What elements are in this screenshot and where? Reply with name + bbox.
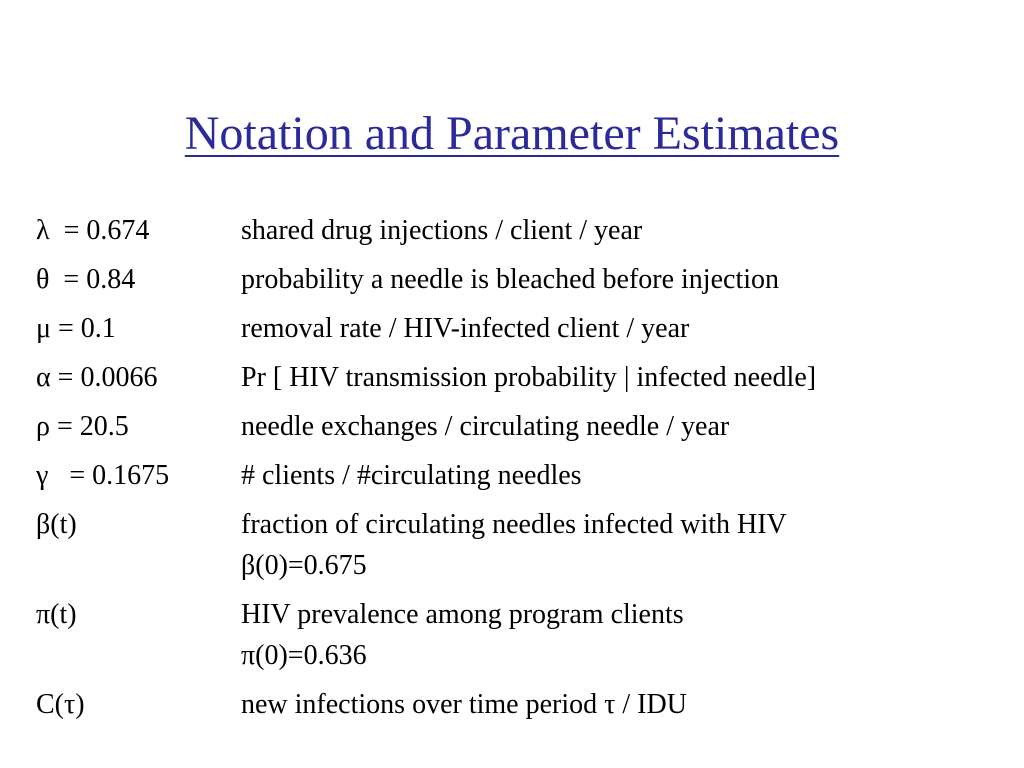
slide-title: Notation and Parameter Estimates bbox=[184, 107, 840, 160]
parameter-row-rho bbox=[36, 406, 996, 455]
parameter-symbol: μ = 0.1 bbox=[36, 313, 116, 344]
parameter-description: probability a needle is bleached before injection bbox=[241, 264, 780, 295]
parameter-description: fraction of circulating needles infected with HIV bbox=[241, 509, 787, 540]
parameter-description-block bbox=[241, 594, 684, 676]
parameter-row-mu bbox=[36, 308, 996, 357]
parameter-description: HIV prevalence among program clients bbox=[241, 599, 684, 630]
parameter-initial-value: β(0)=0.675 bbox=[241, 550, 367, 581]
parameter-symbol: λ = 0.674 bbox=[36, 215, 150, 246]
parameter-description-block bbox=[241, 504, 787, 586]
parameter-symbol: ρ = 20.5 bbox=[36, 411, 129, 442]
parameter-initial-value: π(0)=0.636 bbox=[241, 640, 367, 671]
parameter-row-beta bbox=[36, 504, 996, 594]
parameter-row-pi bbox=[36, 594, 996, 684]
parameter-description: new infections over time period τ / IDU bbox=[241, 689, 687, 720]
parameter-description: shared drug injections / client / year bbox=[241, 215, 643, 246]
parameter-symbol: C(τ) bbox=[36, 689, 85, 720]
parameter-row-c bbox=[36, 684, 996, 733]
parameter-symbol: θ = 0.84 bbox=[36, 264, 136, 295]
parameter-row-theta bbox=[36, 259, 996, 308]
parameter-symbol: π(t) bbox=[36, 599, 77, 630]
parameter-list bbox=[36, 210, 996, 733]
parameter-description: needle exchanges / circulating needle / year bbox=[241, 411, 730, 442]
parameter-description: removal rate / HIV-infected client / year bbox=[241, 313, 690, 344]
parameter-row-alpha bbox=[36, 357, 996, 406]
parameter-symbol: α = 0.0066 bbox=[36, 362, 158, 393]
parameter-row-gamma bbox=[36, 455, 996, 504]
parameter-description: # clients / #circulating needles bbox=[241, 460, 582, 491]
parameter-symbol: β(t) bbox=[36, 509, 77, 540]
parameter-symbol: γ = 0.1675 bbox=[36, 460, 170, 491]
parameter-description: Pr [ HIV transmission probability | infected needle] bbox=[241, 362, 817, 393]
parameter-row-lambda bbox=[36, 210, 996, 259]
